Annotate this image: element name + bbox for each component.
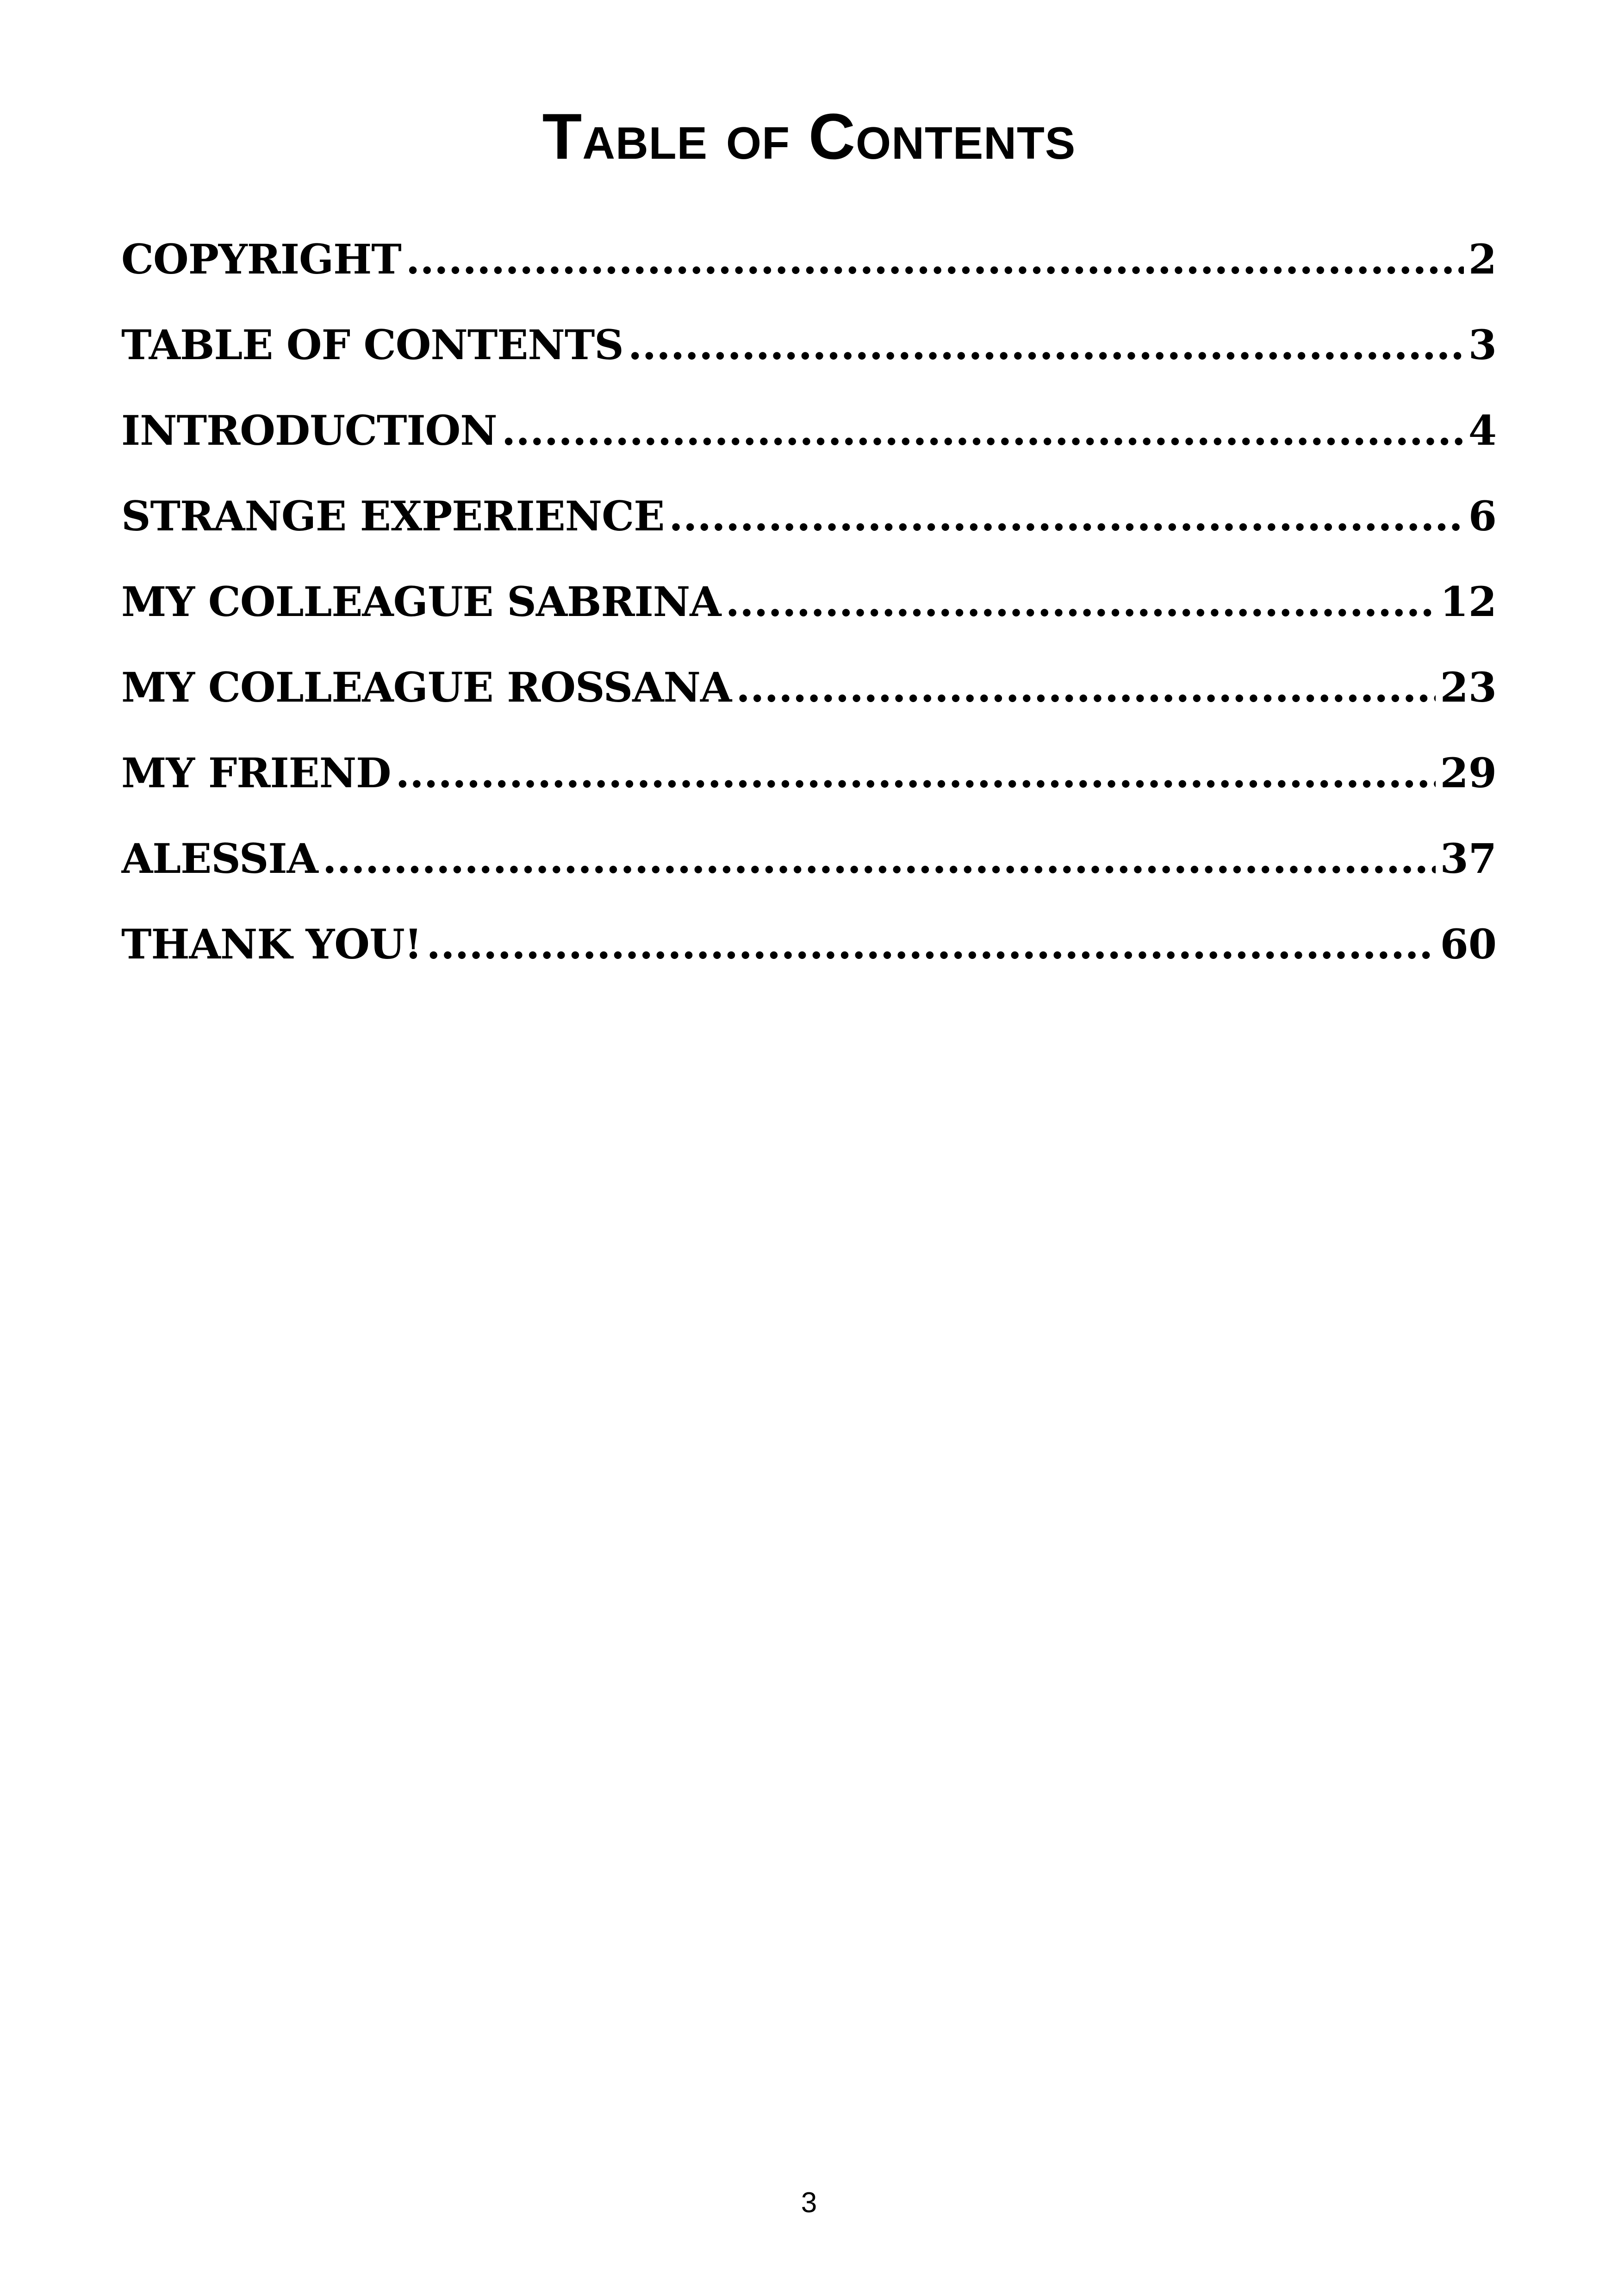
- page-number: 3: [801, 2187, 817, 2219]
- toc-entry-page: 6: [1468, 492, 1497, 540]
- dot-leader: [736, 660, 1435, 715]
- table-of-contents: [121, 231, 1497, 1002]
- toc-entry-label: MY COLLEAGUE SABRINA: [121, 578, 721, 626]
- toc-entry-introduction[interactable]: [121, 403, 1497, 488]
- toc-entry-copyright[interactable]: [121, 231, 1497, 317]
- toc-entry-page: 29: [1440, 749, 1497, 797]
- toc-entry-alessia[interactable]: [121, 831, 1497, 916]
- toc-entry-page: 4: [1468, 406, 1497, 454]
- page-title: Table of Contents: [542, 100, 1076, 173]
- dot-leader: [395, 745, 1435, 801]
- toc-entry-strange-experience[interactable]: [121, 488, 1497, 574]
- dot-leader: [628, 317, 1464, 373]
- dot-leader: [669, 488, 1464, 544]
- dot-leader: [726, 574, 1436, 629]
- toc-entry-my-friend[interactable]: [121, 745, 1497, 831]
- toc-entry-page: 3: [1468, 321, 1497, 369]
- toc-entry-label: INTRODUCTION: [121, 406, 497, 454]
- toc-entry-label: THANK YOU!: [121, 920, 422, 968]
- dot-leader: [426, 916, 1435, 972]
- toc-entry-page: 2: [1468, 235, 1497, 283]
- toc-entry-label: STRANGE EXPERIENCE: [121, 492, 665, 540]
- toc-entry-label: TABLE OF CONTENTS: [121, 321, 623, 369]
- toc-entry-label: MY COLLEAGUE ROSSANA: [121, 663, 732, 711]
- dot-leader: [502, 403, 1464, 458]
- toc-entry-my-colleague-sabrina[interactable]: [121, 574, 1497, 660]
- toc-entry-thank-you[interactable]: [121, 916, 1497, 1002]
- toc-entry-label: ALESSIA: [121, 834, 318, 883]
- toc-entry-page: 12: [1440, 578, 1497, 626]
- toc-entry-label: MY FRIEND: [121, 749, 391, 797]
- toc-entry-my-colleague-rossana[interactable]: [121, 660, 1497, 745]
- toc-entry-label: COPYRIGHT: [121, 235, 401, 283]
- toc-entry-table-of-contents[interactable]: [121, 317, 1497, 403]
- toc-entry-page: 37: [1440, 834, 1497, 883]
- toc-entry-page: 23: [1440, 663, 1497, 711]
- dot-leader: [323, 831, 1436, 886]
- toc-entry-page: 60: [1440, 920, 1497, 968]
- dot-leader: [406, 231, 1464, 287]
